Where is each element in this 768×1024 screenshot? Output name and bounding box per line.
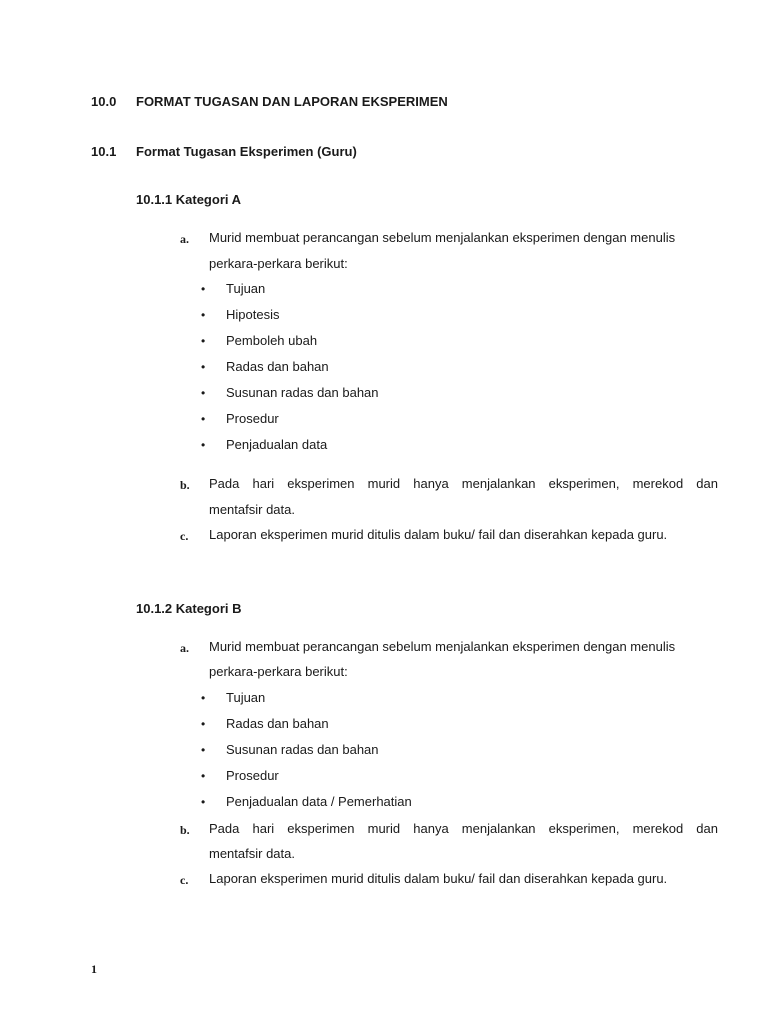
item-a-line2: perkara-perkara berikut: [209, 256, 348, 271]
item-letter-c: c. [180, 873, 189, 887]
bullet-icon: • [201, 795, 206, 809]
bullet-icon: • [201, 769, 206, 783]
item-b-line1: Pada hari eksperimen murid hanya menjalankan eksperimen, merekod dan [209, 476, 718, 491]
item-a-line2: perkara-perkara berikut: [209, 664, 348, 679]
bullet-icon: • [201, 360, 206, 374]
list-item: Susunan radas dan bahan [226, 385, 379, 400]
list-item: Prosedur [226, 411, 279, 426]
list-item: Tujuan [226, 281, 266, 296]
subsection-title: Format Tugasan Eksperimen (Guru) [136, 144, 357, 159]
item-letter-a: a. [180, 641, 189, 655]
bullet-icon: • [201, 386, 206, 400]
list-item: Radas dan bahan [226, 359, 329, 374]
bullet-icon: • [201, 282, 206, 296]
bullet-icon: • [201, 717, 206, 731]
section-number: 10.0 [91, 94, 117, 109]
item-b-line2: mentafsir data. [209, 502, 295, 517]
list-item: Penjadualan data [226, 437, 328, 452]
category-b-title: 10.1.2 Kategori B [136, 601, 242, 616]
category-a-title: 10.1.1 Kategori A [136, 192, 242, 207]
item-c-line1: Laporan eksperimen murid ditulis dalam buku/ fail dan diserahkan kepada guru. [209, 527, 668, 542]
item-a-line1: Murid membuat perancangan sebelum menjalankan eksperimen dengan menulis [209, 230, 676, 245]
bullet-icon: • [201, 438, 206, 452]
item-letter-b: b. [180, 823, 190, 837]
item-letter-c: c. [180, 529, 189, 543]
item-b-line1: Pada hari eksperimen murid hanya menjalankan eksperimen, merekod dan [209, 821, 718, 836]
bullet-icon: • [201, 334, 206, 348]
bullet-icon: • [201, 691, 206, 705]
list-item: Pemboleh ubah [226, 333, 318, 348]
list-item: Penjadualan data / Pemerhatian [226, 794, 412, 809]
item-letter-b: b. [180, 478, 190, 492]
item-letter-a: a. [180, 232, 189, 246]
item-c-line1: Laporan eksperimen murid ditulis dalam buku/ fail dan diserahkan kepada guru. [209, 871, 668, 886]
subsection-number: 10.1 [91, 144, 117, 159]
list-item: Hipotesis [226, 307, 280, 322]
item-a-line1: Murid membuat perancangan sebelum menjalankan eksperimen dengan menulis [209, 639, 676, 654]
list-item: Prosedur [226, 768, 279, 783]
item-b-line2: mentafsir data. [209, 846, 295, 861]
list-item: Susunan radas dan bahan [226, 742, 379, 757]
bullet-icon: • [201, 412, 206, 426]
list-item: Radas dan bahan [226, 716, 329, 731]
page-number: 1 [91, 962, 97, 976]
bullet-icon: • [201, 308, 206, 322]
list-item: Tujuan [226, 690, 266, 705]
bullet-icon: • [201, 743, 206, 757]
section-title: FORMAT TUGASAN DAN LAPORAN EKSPERIMEN [136, 94, 448, 109]
